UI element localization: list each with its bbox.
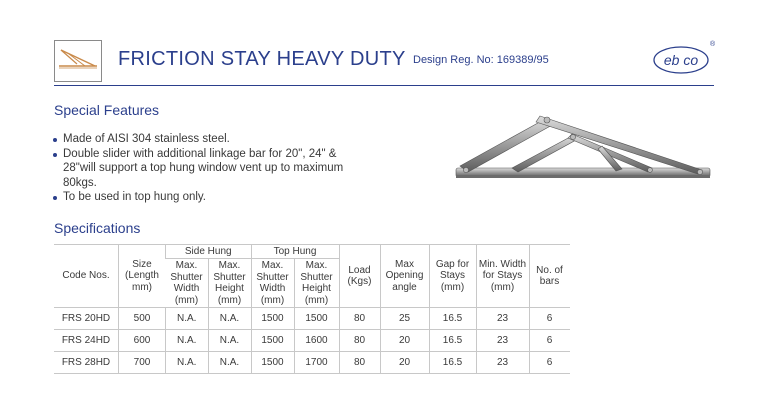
logo-text: eb co [663, 52, 699, 68]
header-top-width: Max. Shutter Width (mm) [251, 259, 294, 308]
cell-load: 80 [339, 308, 380, 330]
feature-item: To be used in top hung only. [52, 190, 363, 205]
cell-top-height: 1700 [294, 352, 339, 374]
cell-side-height: N.A. [208, 330, 251, 352]
cell-angle: 20 [380, 352, 429, 374]
friction-stay-illustration [452, 106, 714, 194]
header-side-height: Max. Shutter Height (mm) [208, 259, 251, 308]
header-gap: Gap for Stays (mm) [429, 245, 476, 308]
cell-gap: 16.5 [429, 352, 476, 374]
cell-gap: 16.5 [429, 308, 476, 330]
feature-item: Double slider with additional linkage bar for 20", 24" & 28"will support a top hung window vent up to maximum 80kgs. [52, 147, 363, 191]
cell-top-height: 1600 [294, 330, 339, 352]
brand-logo [652, 38, 714, 76]
header-top-hung: Top Hung [251, 245, 339, 259]
cell-bars: 6 [529, 352, 570, 374]
cell-load: 80 [339, 330, 380, 352]
cell-load: 80 [339, 352, 380, 374]
cell-side-width: N.A. [166, 308, 209, 330]
cell-gap: 16.5 [429, 330, 476, 352]
cell-top-width: 1500 [251, 308, 294, 330]
header-code: Code Nos. [54, 245, 119, 308]
cell-bars: 6 [529, 330, 570, 352]
product-thumbnail [54, 40, 102, 82]
cell-top-width: 1500 [251, 330, 294, 352]
header-size: Size (Length mm) [119, 245, 166, 308]
features-list [52, 132, 363, 205]
cell-code: FRS 20HD [54, 308, 119, 330]
cell-side-height: N.A. [208, 352, 251, 374]
cell-angle: 25 [380, 308, 429, 330]
header-load: Load (Kgs) [339, 245, 380, 308]
cell-angle: 20 [380, 330, 429, 352]
table-row [54, 352, 570, 374]
cell-code: FRS 24HD [54, 330, 119, 352]
cell-top-height: 1500 [294, 308, 339, 330]
cell-side-height: N.A. [208, 308, 251, 330]
cell-side-width: N.A. [166, 352, 209, 374]
header-angle: Max Opening angle [380, 245, 429, 308]
features-heading: Special Features [54, 102, 160, 118]
cell-bars: 6 [529, 308, 570, 330]
cell-top-width: 1500 [251, 352, 294, 374]
cell-size: 600 [119, 330, 166, 352]
design-registration: Design Reg. No: 169389/95 [413, 54, 549, 66]
specifications-heading: Specifications [54, 220, 141, 236]
cell-size: 700 [119, 352, 166, 374]
cell-min-width: 23 [476, 308, 529, 330]
header-divider [54, 85, 714, 86]
cell-side-width: N.A. [166, 330, 209, 352]
feature-item: Made of AISI 304 stainless steel. [52, 132, 363, 147]
specifications-table [54, 244, 570, 374]
cell-min-width: 23 [476, 330, 529, 352]
cell-code: FRS 28HD [54, 352, 119, 374]
page-title: FRICTION STAY HEAVY DUTY [118, 48, 406, 70]
header-side-hung: Side Hung [166, 245, 252, 259]
header-min-width: Min. Width for Stays (mm) [476, 245, 529, 308]
header-bars: No. of bars [529, 245, 570, 308]
cell-min-width: 23 [476, 352, 529, 374]
table-row [54, 308, 570, 330]
header-top-height: Max. Shutter Height (mm) [294, 259, 339, 308]
header-side-width: Max. Shutter Width (mm) [166, 259, 209, 308]
table-row [54, 330, 570, 352]
cell-size: 500 [119, 308, 166, 330]
registered-mark: ® [710, 41, 716, 48]
